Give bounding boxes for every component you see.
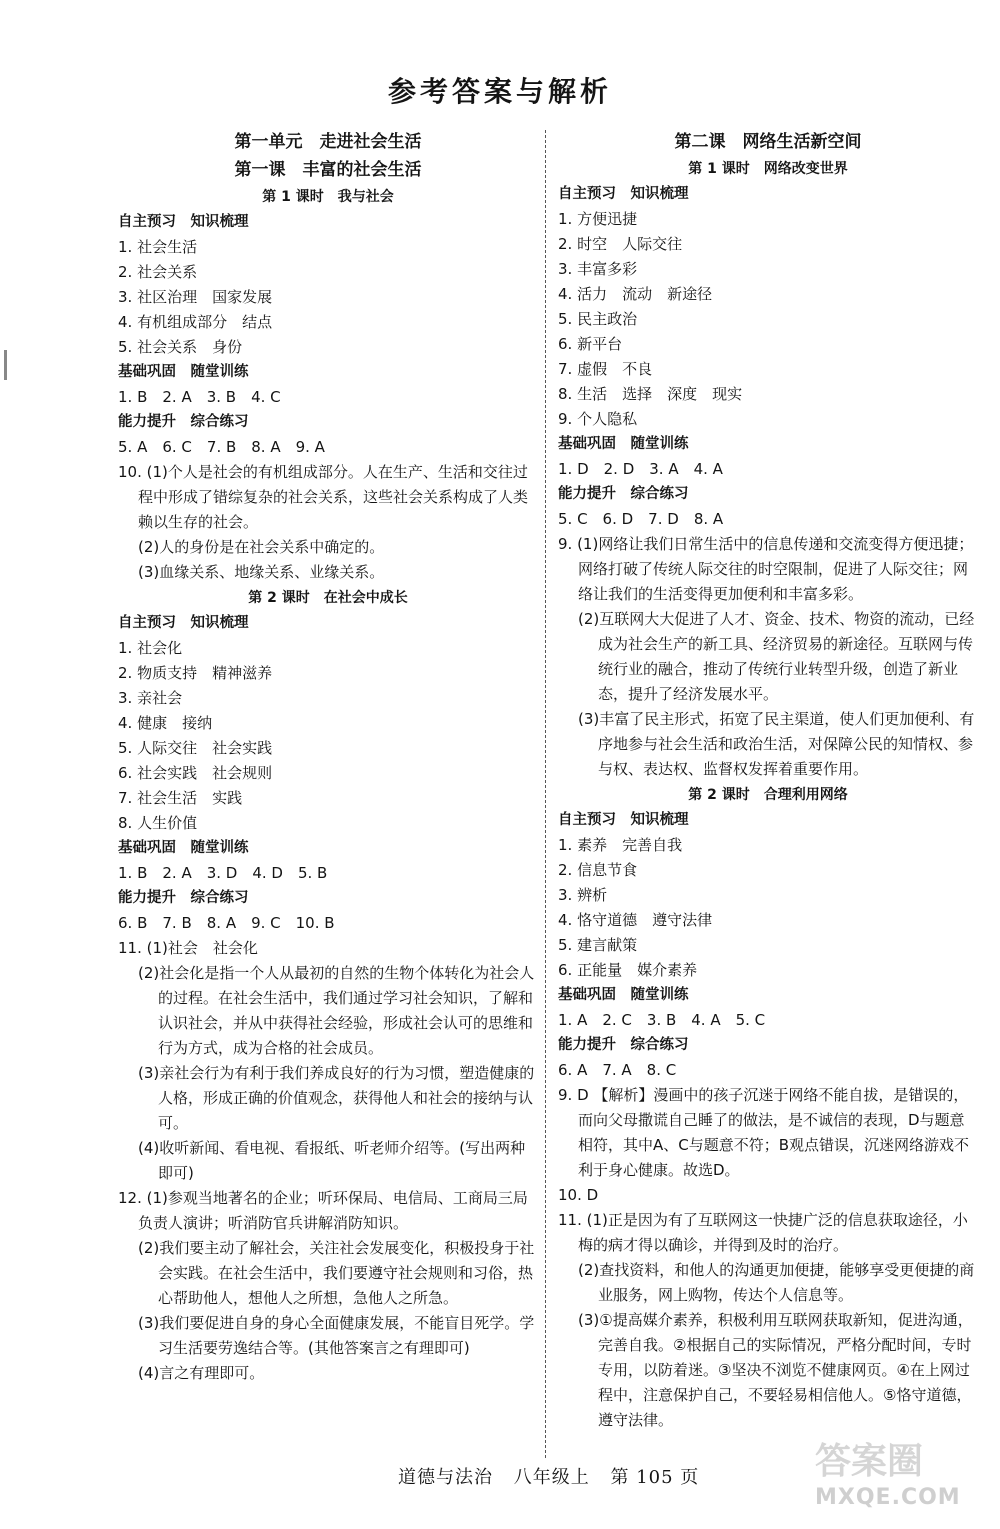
section-heading: 基础巩固 随堂训练 xyxy=(118,364,249,380)
answer-subitem: (2)查找资料，和他人的沟通更加便捷，能够享受更便捷的商业服务，网上购物，传达个人信息等。 xyxy=(578,1261,975,1304)
answer-line: 1. 社会生活 xyxy=(118,238,198,256)
answer-item: 12. (1)参观当地著名的企业；听环保局、电信局、工商局三局负责人演讲；听消防官兵讲解消防知识。 xyxy=(118,1189,528,1232)
footer-subject: 道德与法治 xyxy=(398,1467,493,1488)
answer-subitem: (2)社会化是指一个人从最初的自然的生物个体转化为社会人的过程。在社会生活中，我们通过学习社会知识，了解和认识社会，并从中获得社会经验，形成社会认可的思维和行为方式，成为合格的社会成员。 xyxy=(138,964,535,1057)
answer-line: 7. 社会生活 实践 xyxy=(118,789,243,807)
section-heading: 能力提升 综合练习 xyxy=(558,1037,689,1053)
answer-subitem: (3)血缘关系、地缘关系、业缘关系。 xyxy=(138,563,385,581)
answer-line: 2. 信息节食 xyxy=(558,861,638,879)
answer-line: 4. 健康 接纳 xyxy=(118,714,213,732)
answer-line: 4. 活力 流动 新途径 xyxy=(558,285,713,303)
section-heading: 自主预习 知识梳理 xyxy=(558,812,689,828)
answer-line: 5. C 6. D 7. D 8. A xyxy=(558,510,724,528)
period-heading: 第 2 课时 合理利用网络 xyxy=(688,787,848,803)
answer-line: 5. 民主政治 xyxy=(558,310,638,328)
answer-line: 10. D xyxy=(558,1186,599,1204)
period-heading: 第 2 课时 在社会中成长 xyxy=(248,590,408,606)
answer-item: 11. (1)正是因为有了互联网这一快捷广泛的信息获取途径，小梅的病才得以确诊，并得到及时的治疗。 xyxy=(558,1211,968,1254)
answer-line: 6. 新平台 xyxy=(558,335,623,353)
watermark-logo xyxy=(815,1440,985,1520)
answer-line: 2. 时空 人际交往 xyxy=(558,235,683,253)
answer-subitem: (2)互联网大大促进了人才、资金、技术、物资的流动，已经成为社会生产的新工具、经济贸易的新途径。互联网与传统行业的融合，推动了传统行业转型升级，创造了新业态，提升了经济发展水平。 xyxy=(578,610,975,703)
answer-line: 1. B 2. A 3. D 4. D 5. B xyxy=(118,864,328,882)
page-title: 参考答案与解析 xyxy=(387,75,612,108)
column-divider xyxy=(545,130,546,1458)
section-heading: 自主预习 知识梳理 xyxy=(558,186,689,202)
answer-item: 11. (1)社会 社会化 xyxy=(118,939,258,957)
section-heading: 能力提升 综合练习 xyxy=(118,414,249,430)
answer-item: 9. (1)网络让我们日常生活中的信息传递和交流变得方便迅捷；网络打破了传统人际交往的时空限制，促进了人际交往；网络让我们的生活变得更加便利和丰富多彩。 xyxy=(558,535,974,603)
answer-line: 2. 物质支持 精神滋养 xyxy=(118,664,273,682)
answer-line: 7. 虚假 不良 xyxy=(558,360,653,378)
answer-line: 3. 社区治理 国家发展 xyxy=(118,288,273,306)
answer-line: 3. 辨析 xyxy=(558,886,608,904)
answer-subitem: (2)人的身份是在社会关系中确定的。 xyxy=(138,538,385,556)
margin-mark xyxy=(4,350,7,380)
answer-subitem: (4)收听新闻、看电视、看报纸、听老师介绍等。(写出两种即可) xyxy=(138,1139,526,1182)
footer-page-number: 第 105 页 xyxy=(610,1467,700,1488)
section-heading: 基础巩固 随堂训练 xyxy=(558,987,689,1003)
answer-line: 1. D 2. D 3. A 4. A xyxy=(558,460,723,478)
answer-line: 3. 亲社会 xyxy=(118,689,183,707)
answer-line: 5. 建言献策 xyxy=(558,936,638,954)
right-column xyxy=(558,128,978,1433)
answer-line: 3. 丰富多彩 xyxy=(558,260,638,278)
answer-line: 8. 生活 选择 深度 现实 xyxy=(558,385,743,403)
section-heading: 基础巩固 随堂训练 xyxy=(118,840,249,856)
watermark-url: MXQE.COM xyxy=(815,1485,961,1510)
answer-line: 4. 有机组成部分 结点 xyxy=(118,313,273,331)
section-heading: 基础巩固 随堂训练 xyxy=(558,436,689,452)
answer-line: 1. B 2. A 3. B 4. C xyxy=(118,388,281,406)
answer-line: 6. 正能量 媒介素养 xyxy=(558,961,698,979)
answer-subitem: (3)我们要促进自身的身心全面健康发展，不能盲目死学。学习生活要劳逸结合等。(其他答案言之有理即可) xyxy=(138,1314,535,1357)
answer-line: 2. 社会关系 xyxy=(118,263,198,281)
answer-line: 1. 方便迅捷 xyxy=(558,210,638,228)
answer-line: 5. A 6. C 7. B 8. A 9. A xyxy=(118,438,325,456)
section-heading: 自主预习 知识梳理 xyxy=(118,615,249,631)
answer-line: 9. 个人隐私 xyxy=(558,410,638,428)
footer-grade: 八年级上 xyxy=(513,1467,590,1488)
answer-line: 6. 社会实践 社会规则 xyxy=(118,764,273,782)
unit-heading: 第一单元 走进社会生活 xyxy=(234,132,422,152)
lesson-heading: 第二课 网络生活新空间 xyxy=(674,132,862,152)
answer-subitem: (2)我们要主动了解社会，关注社会发展变化，积极投身于社会实践。在社会生活中，我们要遵守社会规则和习俗，热心帮助他人，想他人之所想，急他人之所急。 xyxy=(138,1239,535,1307)
answer-line: 1. A 2. C 3. B 4. A 5. C xyxy=(558,1011,766,1029)
answer-line: 5. 社会关系 身份 xyxy=(118,338,243,356)
answer-line: 6. A 7. A 8. C xyxy=(558,1061,677,1079)
answer-line: 8. 人生价值 xyxy=(118,814,198,832)
answer-line: 6. B 7. B 8. A 9. C 10. B xyxy=(118,914,335,932)
section-heading: 自主预习 知识梳理 xyxy=(118,214,249,230)
answer-subitem: (4)言之有理即可。 xyxy=(138,1364,265,1382)
answer-item: 10. (1)个人是社会的有机组成部分。人在生产、生活和交往过程中形成了错综复杂的社会关系，这些社会关系构成了人类赖以生存的社会。 xyxy=(118,463,529,531)
answer-line: 1. 素养 完善自我 xyxy=(558,836,683,854)
answer-line: 4. 恪守道德 遵守法律 xyxy=(558,911,713,929)
answer-line: 5. 人际交往 社会实践 xyxy=(118,739,273,757)
period-heading: 第 1 课时 我与社会 xyxy=(262,189,394,205)
lesson-heading: 第一课 丰富的社会生活 xyxy=(234,160,422,180)
section-heading: 能力提升 综合练习 xyxy=(118,890,249,906)
page-footer xyxy=(398,1463,713,1489)
period-heading: 第 1 课时 网络改变世界 xyxy=(688,161,848,177)
answer-subitem: (3)①提高媒介素养，积极利用互联网获取新知，促进沟通，完善自我。②根据自己的实际情况，严格分配时间，专时专用，以防着迷。③坚决不浏览不健康网页。④在上网过程中，注意保护自己，不要轻易相信他人。⑤恪守道德，遵守法律。 xyxy=(578,1311,973,1429)
answer-item: 9. D 【解析】漫画中的孩子沉迷于网络不能自拔，是错误的，而向父母撒谎自己睡了的做法，是不诚信的表现，D与题意相符，其中A、C与题意不符；B观点错误，沉迷网络游戏不利于身心健康。故选D。 xyxy=(558,1086,970,1179)
left-column xyxy=(118,128,538,1386)
watermark-logo-text: 答案圈 xyxy=(815,1441,924,1482)
answer-line: 1. 社会化 xyxy=(118,639,183,657)
answer-subitem: (3)亲社会行为有利于我们养成良好的行为习惯，塑造健康的人格，形成正确的价值观念，获得他人和社会的接纳与认可。 xyxy=(138,1064,535,1132)
section-heading: 能力提升 综合练习 xyxy=(558,486,689,502)
answer-subitem: (3)丰富了民主形式，拓宽了民主渠道，使人们更加便利、有序地参与社会生活和政治生活，对保障公民的知情权、参与权、表达权、监督权发挥着重要作用。 xyxy=(578,710,975,778)
